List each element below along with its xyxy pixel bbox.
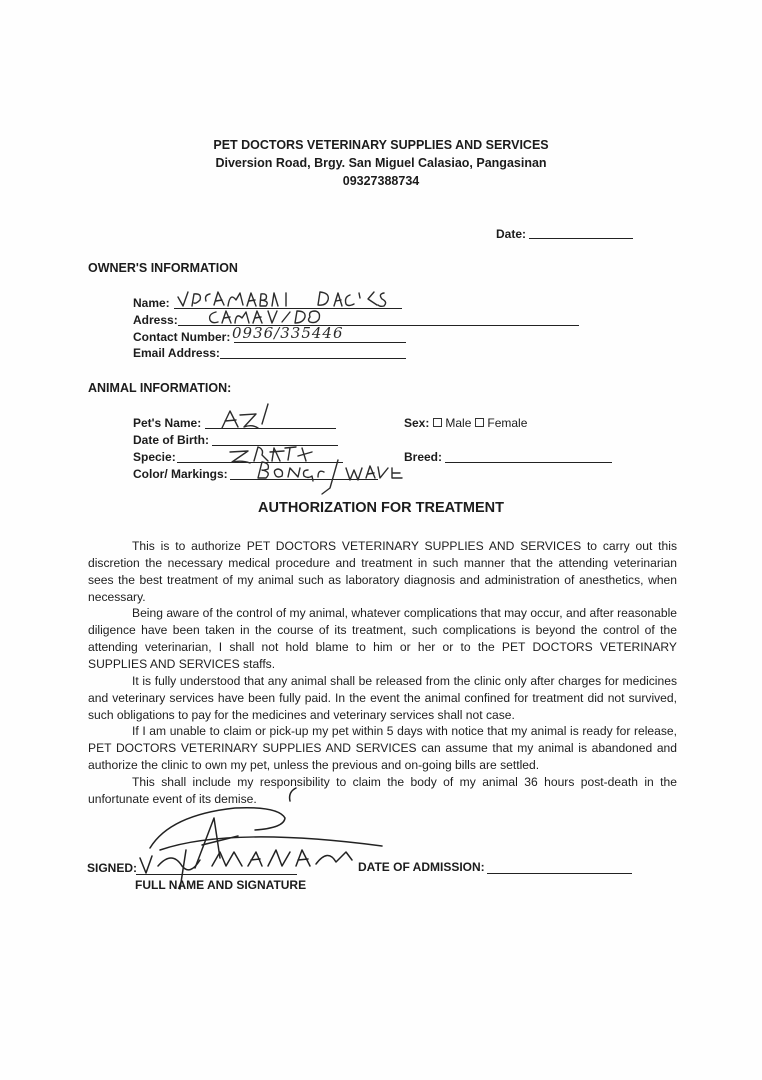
pet-name-field[interactable] xyxy=(205,428,336,429)
sex-options xyxy=(404,416,527,430)
authorization-title: AUTHORIZATION FOR TREATMENT xyxy=(258,500,504,516)
male-option-label: Male xyxy=(445,416,472,430)
auth-paragraph-3: It is fully understood that any animal shall be released from the clinic only after charges for medicines and veterinary services have been fully paid. In the event the animal confined for treatment did not survived, such obligations to pay for the medicines and veterinary services shall not case. xyxy=(88,674,677,722)
auth-paragraph-4: If I am unable to claim or pick-up my pet within 5 days with notice that my animal is ready for release, PET DOCTORS VETERINARY SUPPLIES AND SERVICES can assume that my animal is abandoned and authorize the clinic to own my pet, unless the previous and on-going bills are settled. xyxy=(88,724,677,772)
color-markings-label: Color/ Markings: xyxy=(133,467,228,481)
date-label: Date: xyxy=(496,227,527,241)
owner-name-label: Name: xyxy=(133,296,170,310)
auth-paragraph-5: This shall include my responsibility to claim the body of my animal 36 hours post-death in the unfortunate event of its demise. xyxy=(88,775,677,806)
admission-date-label: DATE OF ADMISSION: xyxy=(358,860,485,874)
signature-caption: FULL NAME AND SIGNATURE xyxy=(135,878,307,892)
signed-label: SIGNED: xyxy=(87,861,138,875)
female-checkbox[interactable] xyxy=(475,418,484,427)
date-field[interactable] xyxy=(529,238,633,239)
owner-address-label: Adress: xyxy=(133,313,178,327)
female-option-label: Female xyxy=(487,416,528,430)
owner-contact-field[interactable] xyxy=(234,342,406,343)
signature-field[interactable] xyxy=(136,874,297,875)
animal-section-title: ANIMAL INFORMATION: xyxy=(88,381,232,395)
dob-field[interactable] xyxy=(212,445,338,446)
business-phone: 09327388734 xyxy=(342,174,420,188)
owner-contact-label: Contact Number: xyxy=(133,330,231,344)
auth-paragraph-1: This is to authorize PET DOCTORS VETERINARY SUPPLIES AND SERVICES to carry out this discretion the necessary medical procedure and treatment in such manner that the attending veterinarian sees the best treatment of my animal such as laboratory diagnosis and administration of anesthetics, when necessary. xyxy=(88,539,677,604)
male-checkbox[interactable] xyxy=(433,418,442,427)
pet-name-label: Pet's Name: xyxy=(133,416,202,430)
owner-email-field[interactable] xyxy=(220,358,406,359)
admission-date-field[interactable] xyxy=(487,873,632,874)
owner-contact-value: 0936/335446 xyxy=(232,324,344,342)
dob-label: Date of Birth: xyxy=(133,433,209,447)
business-name: PET DOCTORS VETERINARY SUPPLIES AND SERVICES xyxy=(213,138,549,152)
owner-name-field[interactable] xyxy=(174,308,402,309)
breed-label: Breed: xyxy=(404,450,443,464)
business-address: Diversion Road, Brgy. San Miguel Calasiao, Pangasinan xyxy=(215,156,547,170)
specie-field[interactable] xyxy=(177,462,343,463)
sex-label: Sex: xyxy=(404,416,430,430)
breed-field[interactable] xyxy=(445,462,612,463)
specie-label: Specie: xyxy=(133,450,176,464)
auth-paragraph-2: Being aware of the control of my animal, whatever complications that may occur, and after reasonable diligence have been taken in the course of its treatment, such complications is beyond the control of the attending veterinarian, I shall not hold blame to him or her or to the PET DOCTORS VETERINARY SUPPLIES AND SERVICES staffs. xyxy=(88,606,677,671)
color-markings-field[interactable] xyxy=(230,479,378,480)
owner-email-label: Email Address: xyxy=(133,346,220,360)
owner-section-title: OWNER'S INFORMATION xyxy=(88,261,238,275)
